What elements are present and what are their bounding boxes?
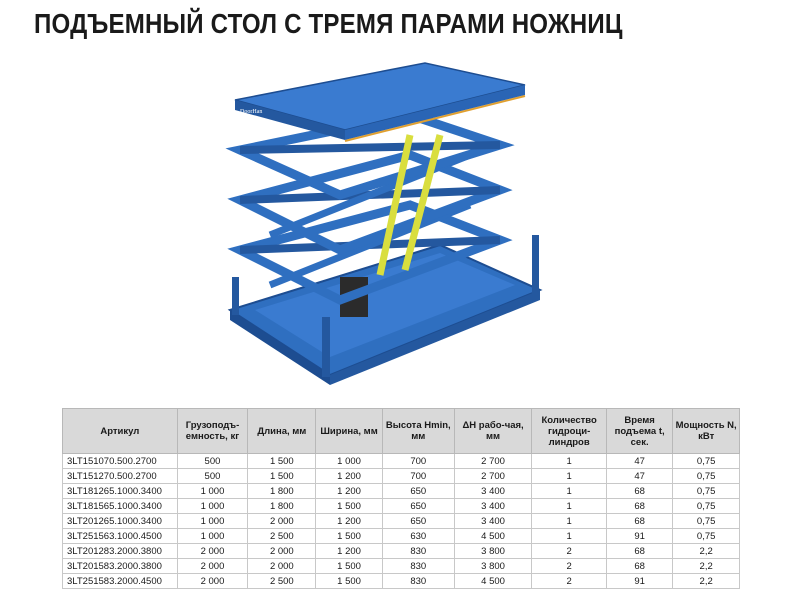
scissor-lift-table-illustration [210,55,570,395]
article-cell: 3LT201265.1000.3400 [63,514,178,529]
table-row [63,544,740,559]
column-header: Ширина, мм [316,409,382,454]
table-cell: 1 [532,454,607,469]
table-cell: 0,75 [673,454,740,469]
table-cell: 91 [606,574,672,589]
table-cell: 2 500 [248,529,316,544]
article-cell: 3LT201283.2000.3800 [63,544,178,559]
table-cell: 2,2 [673,559,740,574]
table-cell: 1 500 [316,559,382,574]
table-cell: 2 000 [177,574,248,589]
table-row [63,484,740,499]
table-cell: 1 [532,469,607,484]
table-cell: 3 400 [454,514,532,529]
table-cell: 1 [532,514,607,529]
page-title: ПОДЪЕМНЫЙ СТОЛ С ТРЕМЯ ПАРАМИ НОЖНИЦ [34,8,623,39]
table-cell: 1 000 [316,454,382,469]
table-cell: 2,2 [673,574,740,589]
table-cell: 2 000 [177,559,248,574]
article-cell: 3LT181265.1000.3400 [63,484,178,499]
table-cell: 1 500 [316,499,382,514]
table-cell: 830 [382,559,454,574]
table-cell: 1 200 [316,469,382,484]
table-cell: 2 500 [248,574,316,589]
table-cell: 500 [177,454,248,469]
table-body [63,454,740,589]
table-cell: 0,75 [673,529,740,544]
table-cell: 1 200 [316,544,382,559]
table-cell: 68 [606,544,672,559]
table-cell: 1 200 [316,484,382,499]
table-cell: 2 000 [248,559,316,574]
table-cell: 650 [382,499,454,514]
column-header: Длина, мм [248,409,316,454]
column-header: Время подъема t, сек. [606,409,672,454]
table-row [63,529,740,544]
column-header: Мощность N, кВт [673,409,740,454]
table-cell: 2 700 [454,469,532,484]
specifications-table [62,408,740,589]
table-cell: 2 [532,559,607,574]
table-cell: 4 500 [454,529,532,544]
brand-logo: DoorHan [240,109,263,115]
table-cell: 1 500 [316,574,382,589]
article-cell: 3LT151270.500.2700 [63,469,178,484]
table-cell: 650 [382,514,454,529]
table-row [63,469,740,484]
table-cell: 700 [382,454,454,469]
table-cell: 0,75 [673,499,740,514]
table-cell: 4 500 [454,574,532,589]
table-cell: 1 [532,484,607,499]
table-cell: 650 [382,484,454,499]
table-cell: 500 [177,469,248,484]
table-cell: 1 000 [177,514,248,529]
table-row [63,574,740,589]
table-cell: 1 500 [248,454,316,469]
table-cell: 3 800 [454,559,532,574]
table-cell: 2 000 [248,544,316,559]
column-header: Грузоподъ-емность, кг [177,409,248,454]
table-cell: 0,75 [673,469,740,484]
table-row [63,514,740,529]
table-cell: 2 000 [177,544,248,559]
table-cell: 830 [382,544,454,559]
table-cell: 1 800 [248,484,316,499]
table-cell: 2 [532,574,607,589]
table-cell: 2 000 [248,514,316,529]
article-cell: 3LT201583.2000.3800 [63,559,178,574]
table-cell: 1 000 [177,499,248,514]
table-cell: 68 [606,514,672,529]
column-header: Артикул [63,409,178,454]
table-cell: 700 [382,469,454,484]
article-cell: 3LT181565.1000.3400 [63,499,178,514]
table-cell: 1 000 [177,529,248,544]
article-cell: 3LT251563.1000.4500 [63,529,178,544]
table-cell: 47 [606,454,672,469]
table-cell: 68 [606,559,672,574]
table-row [63,499,740,514]
table-cell: 1 000 [177,484,248,499]
table-cell: 3 800 [454,544,532,559]
table-cell: 3 400 [454,499,532,514]
table-cell: 68 [606,499,672,514]
table-cell: 68 [606,484,672,499]
table-cell: 2 [532,544,607,559]
article-cell: 3LT251583.2000.4500 [63,574,178,589]
table-row [63,454,740,469]
table-cell: 1 800 [248,499,316,514]
table-cell: 47 [606,469,672,484]
table-cell: 91 [606,529,672,544]
table-cell: 1 200 [316,514,382,529]
column-header: Высота Hmin, мм [382,409,454,454]
table-header-row [63,409,740,454]
article-cell: 3LT151070.500.2700 [63,454,178,469]
table-cell: 3 400 [454,484,532,499]
table-cell: 2 700 [454,454,532,469]
table-cell: 0,75 [673,484,740,499]
table-cell: 830 [382,574,454,589]
table-cell: 0,75 [673,514,740,529]
column-header: ΔH рабо-чая, мм [454,409,532,454]
table-cell: 2,2 [673,544,740,559]
column-header: Количество гидроци-линдров [532,409,607,454]
table-cell: 1 [532,529,607,544]
table-cell: 1 500 [248,469,316,484]
table-cell: 630 [382,529,454,544]
table-row [63,559,740,574]
table-cell: 1 [532,499,607,514]
table-cell: 1 500 [316,529,382,544]
